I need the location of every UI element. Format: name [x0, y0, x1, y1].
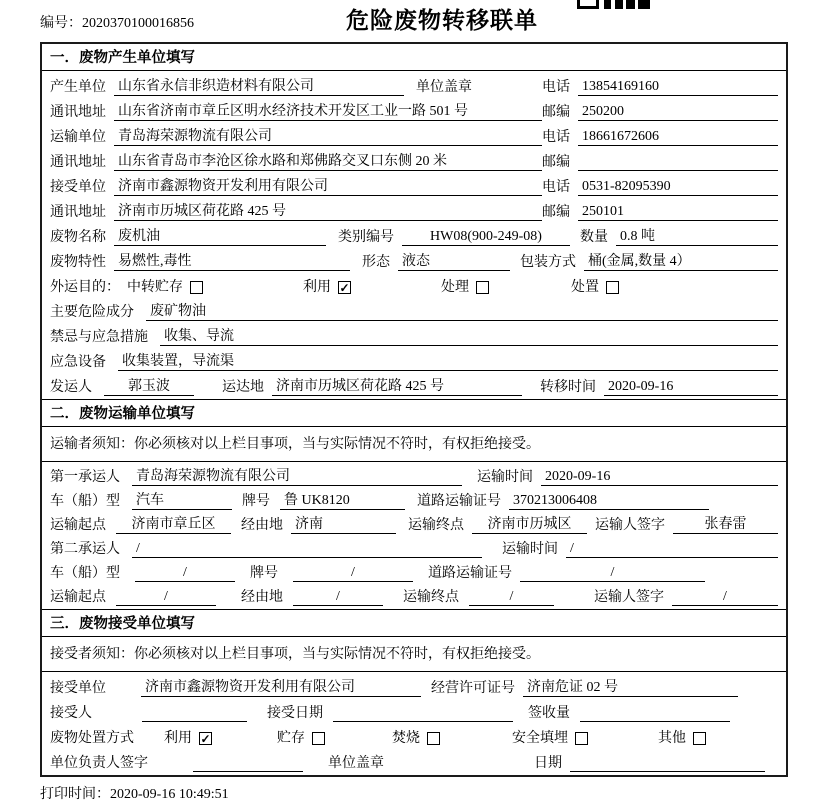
- producer-address-row: [42, 99, 786, 124]
- emergency-label: 禁忌与应急措施: [50, 330, 148, 345]
- transfer-storage-label: 中转贮存: [127, 280, 183, 295]
- carrier-sign-label: 运输人签字: [594, 590, 664, 605]
- carrier-signature: 张春雷: [673, 516, 778, 534]
- vehicle-row-2: [42, 561, 786, 585]
- dispatch-row: [42, 374, 786, 399]
- phone-label: 电话: [542, 180, 570, 195]
- receiver-value: 济南市鑫源物资开发利用有限公司: [114, 178, 542, 196]
- address-label: 通讯地址: [50, 205, 106, 220]
- stamp-label: 单位盖章: [416, 80, 472, 95]
- disposal-other-checkbox: [693, 732, 706, 745]
- treat-checkbox: [476, 281, 489, 294]
- road-permit-label: 道路运输证号: [417, 494, 501, 509]
- equipment-value: 收集装置，导流渠: [118, 353, 778, 371]
- disposal-store-checkbox: [312, 732, 325, 745]
- plate-label: 牌号: [242, 494, 270, 509]
- pack-value: 桶(金属,数量 4）: [584, 253, 778, 271]
- waste-qty-label: 数量: [580, 230, 608, 245]
- unit-stamp-label: 单位盖章: [328, 756, 384, 771]
- qr-modules: [604, 0, 650, 9]
- received-qty: [580, 704, 730, 722]
- vehicle-row-1: [42, 489, 786, 513]
- utilize-label: 利用: [303, 280, 331, 295]
- incinerate-label: 焚烧: [392, 731, 420, 746]
- carrier-signature-2: /: [672, 588, 778, 606]
- address-label: 通讯地址: [50, 155, 106, 170]
- store-label: 贮存: [277, 731, 305, 746]
- phone-label: 电话: [542, 130, 570, 145]
- plate-label: 牌号: [250, 566, 278, 581]
- responsible-signature: [193, 754, 303, 772]
- road-permit-label: 道路运输证号: [428, 566, 512, 581]
- qr-finder-square: [577, 0, 599, 9]
- emergency-value: 收集、导流: [160, 328, 778, 346]
- serial-label: 编号：: [40, 16, 82, 31]
- print-time-value: 2020-09-16 10:49:51: [110, 787, 229, 802]
- endpoint-value-2: /: [469, 588, 554, 606]
- origin-label: 运输起点: [50, 590, 106, 605]
- form-label: 形态: [362, 255, 390, 270]
- vehicle-type-label: 车（船）型: [50, 566, 120, 581]
- transporter-address-row: [42, 149, 786, 174]
- utilize-checkbox: [338, 281, 351, 294]
- route-row-1: [42, 513, 786, 537]
- receiver-phone: 0531-82095390: [578, 178, 778, 196]
- accepting-unit-value: 济南市鑫源物资开发利用有限公司: [141, 679, 421, 697]
- document-header: [0, 0, 796, 42]
- receiver-address: 济南市历城区荷花路 425 号: [114, 203, 542, 221]
- equipment-label: 应急设备: [50, 355, 106, 370]
- pack-label: 包装方式: [520, 255, 576, 270]
- endpoint-label: 运输终点: [408, 518, 464, 533]
- accepting-unit-row: [42, 675, 786, 700]
- qr-code-fragment-icon: [577, 0, 650, 9]
- origin-label: 运输起点: [50, 518, 106, 533]
- first-carrier-value: 青岛海荣源物流有限公司: [132, 468, 462, 486]
- waste-qty: 0.8 吨: [616, 228, 778, 246]
- transporter-phone: 18661672606: [578, 128, 778, 146]
- purpose-row: [42, 274, 786, 299]
- waste-name-row: [42, 224, 786, 249]
- receiver-notice: 接受者须知：你必须核对以上栏目事项，当与实际情况不符时，有权拒绝接受。: [42, 637, 786, 672]
- disposal-utilize-checkbox: [199, 732, 212, 745]
- traits-value: 易燃性,毒性: [114, 253, 350, 271]
- check-mark: ✓: [200, 732, 211, 746]
- producer-address: 山东省济南市章丘区明水经济技术开发区工业一路 501 号: [114, 103, 542, 121]
- second-carrier-row: [42, 537, 786, 561]
- transporter-label: 运输单位: [50, 130, 106, 145]
- accept-date: [333, 704, 513, 722]
- receiver-row: [42, 174, 786, 199]
- section3-body: [42, 672, 786, 775]
- waste-name: 废机油: [114, 228, 326, 246]
- zip-label: 邮编: [542, 205, 570, 220]
- section2-header: 二．废物运输单位填写: [42, 399, 786, 427]
- dispatcher-label: 发运人: [50, 380, 92, 395]
- receiver-zip: 250101: [578, 203, 778, 221]
- transport-time: 2020-09-16: [541, 468, 778, 486]
- section3-header: 三．废物接受单位填写: [42, 609, 786, 637]
- producer-label: 产生单位: [50, 80, 106, 95]
- acceptor-label: 接受人: [50, 706, 92, 721]
- check-mark: ✓: [339, 281, 350, 295]
- section2-body: [42, 462, 786, 609]
- dispose-checkbox: [606, 281, 619, 294]
- transporter-row: [42, 124, 786, 149]
- route-row-2: [42, 585, 786, 609]
- producer-zip: 250200: [578, 103, 778, 121]
- hazard-row: [42, 299, 786, 324]
- address-label: 通讯地址: [50, 105, 106, 120]
- acceptor-name: [142, 704, 247, 722]
- utilize-label: 利用: [164, 731, 192, 746]
- accept-date-label: 接受日期: [267, 706, 323, 721]
- form-value: 液态: [398, 253, 510, 271]
- purpose-label: 外运目的：: [50, 280, 120, 295]
- zip-label: 邮编: [542, 105, 570, 120]
- transfer-time: 2020-09-16: [604, 378, 778, 396]
- waste-name-label: 废物名称: [50, 230, 106, 245]
- origin-value-2: /: [116, 588, 216, 606]
- dispatcher-name: 郭玉波: [104, 378, 194, 396]
- vehicle-type-2: /: [135, 564, 235, 582]
- landfill-label: 安全填埋: [512, 731, 568, 746]
- vehicle-type: 汽车: [132, 492, 232, 510]
- license-label: 经营许可证号: [431, 681, 515, 696]
- transporter-notice: 运输者须知：你必须核对以上栏目事项，当与实际情况不符时，有权拒绝接受。: [42, 427, 786, 462]
- receiver-label: 接受单位: [50, 180, 106, 195]
- endpoint-label: 运输终点: [403, 590, 459, 605]
- license-number: 济南危证 02 号: [523, 679, 738, 697]
- sign-date: [570, 754, 765, 772]
- road-permit-2: /: [520, 564, 705, 582]
- traits-label: 废物特性: [50, 255, 106, 270]
- section1-body: [42, 71, 786, 399]
- manifest-form: [40, 42, 788, 777]
- second-carrier-value: /: [132, 540, 482, 558]
- road-permit: 370213006408: [509, 492, 709, 510]
- disposal-method-row: [42, 725, 786, 750]
- second-carrier-label: 第二承运人: [50, 542, 120, 557]
- via-label: 经由地: [241, 590, 283, 605]
- waste-traits-row: [42, 249, 786, 274]
- emergency-row: [42, 324, 786, 349]
- responsible-sign-label: 单位负责人签字: [50, 756, 148, 771]
- responsible-sign-row: [42, 750, 786, 775]
- via-value: 济南: [291, 516, 396, 534]
- serial-value: 2020370100016856: [82, 16, 194, 31]
- transporter-zip: [578, 153, 778, 171]
- print-time-label: 打印时间：: [40, 787, 110, 802]
- transporter-value: 青岛海荣源物流有限公司: [114, 128, 542, 146]
- treat-label: 处理: [441, 280, 469, 295]
- transfer-time-label: 转移时间: [540, 380, 596, 395]
- origin-value: 济南市章丘区: [116, 516, 231, 534]
- receiver-address-row: [42, 199, 786, 224]
- other-label: 其他: [658, 731, 686, 746]
- equipment-row: [42, 349, 786, 374]
- phone-label: 电话: [542, 80, 570, 95]
- plate-number-2: /: [293, 564, 413, 582]
- transport-time-2: /: [566, 540, 778, 558]
- zip-label: 邮编: [542, 155, 570, 170]
- producer-value: 山东省永信非织造材料有限公司: [114, 78, 404, 96]
- dispose-label: 处置: [571, 280, 599, 295]
- page-title: 危险废物转移联单: [346, 8, 538, 33]
- waste-code: HW08(900-249-08): [402, 228, 570, 246]
- transport-time-label: 运输时间: [477, 470, 533, 485]
- transporter-address: 山东省青岛市李沧区徐水路和郑佛路交叉口东侧 20 米: [114, 153, 542, 171]
- via-value-2: /: [293, 588, 383, 606]
- producer-phone: 13854169160: [578, 78, 778, 96]
- hazard-value: 废矿物油: [146, 303, 778, 321]
- plate-number: 鲁 UK8120: [280, 492, 405, 510]
- carrier-sign-label: 运输人签字: [595, 518, 665, 533]
- disposal-incinerate-checkbox: [427, 732, 440, 745]
- transfer-storage-checkbox: [190, 281, 203, 294]
- print-time: [40, 783, 796, 803]
- waste-code-label: 类别编号: [338, 230, 394, 245]
- destination-value: 济南市历城区荷花路 425 号: [272, 378, 522, 396]
- received-qty-label: 签收量: [528, 706, 570, 721]
- first-carrier-row: [42, 465, 786, 489]
- disposal-landfill-checkbox: [575, 732, 588, 745]
- first-carrier-label: 第一承运人: [50, 470, 120, 485]
- endpoint-value: 济南市历城区: [472, 516, 587, 534]
- hazard-label: 主要危险成分: [50, 305, 134, 320]
- destination-label: 运达地: [222, 380, 264, 395]
- transport-time-label: 运输时间: [502, 542, 558, 557]
- via-label: 经由地: [241, 518, 283, 533]
- disposal-method-label: 废物处置方式: [50, 731, 134, 746]
- producer-row: [42, 74, 786, 99]
- accepting-unit-label: 接受单位: [50, 681, 106, 696]
- acceptor-row: [42, 700, 786, 725]
- vehicle-type-label: 车（船）型: [50, 494, 120, 509]
- date-label: 日期: [534, 756, 562, 771]
- section1-header: 一．废物产生单位填写: [42, 44, 786, 71]
